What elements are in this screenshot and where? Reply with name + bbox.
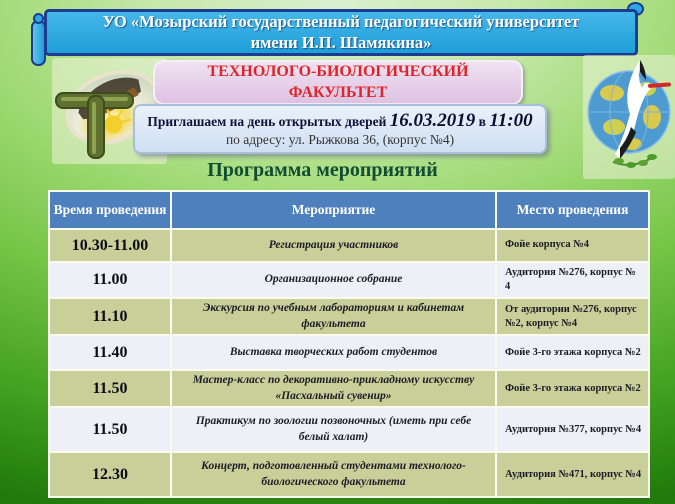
- invitation-line: [147, 110, 532, 132]
- event-cell: Практикум по зоологии позвоночных (иметь при себе белый халат): [171, 407, 496, 452]
- time-cell: 11.50: [49, 407, 171, 452]
- faculty-name-line1: ТЕХНОЛОГО-БИОЛОГИЧЕСКИЙ: [207, 62, 469, 80]
- time-cell: 11.50: [49, 370, 171, 407]
- time-cell: 11.00: [49, 262, 171, 298]
- header-time: Время проведения: [49, 191, 171, 229]
- university-banner: [44, 9, 638, 56]
- place-cell: Аудитория №377, корпус №4: [496, 407, 649, 452]
- time-cell: 11.10: [49, 298, 171, 335]
- table-row: [49, 262, 649, 298]
- time-cell: 10.30-11.00: [49, 229, 171, 262]
- event-cell: Экскурсия по учебным лабораториям и кабинетам факультета: [171, 298, 496, 335]
- event-cell: Мастер-класс по декоративно-прикладному искусству «Пасхальный сувенир»: [171, 370, 496, 407]
- table-row: [49, 452, 649, 497]
- event-cell: Организационное собрание: [171, 262, 496, 298]
- open-day-time: 11:00: [489, 110, 533, 131]
- table-row: [49, 370, 649, 407]
- place-cell: Фойе 3-го этажа корпуса №2: [496, 335, 649, 370]
- invitation-card: [133, 104, 547, 154]
- table-row: [49, 335, 649, 370]
- invitation-connector: в: [478, 114, 486, 129]
- scroll-roll-cap-icon: [33, 13, 44, 24]
- header-place: Место проведения: [496, 191, 649, 229]
- faculty-title-box: [153, 60, 523, 105]
- table-row: [49, 298, 649, 335]
- place-cell: Фойе корпуса №4: [496, 229, 649, 262]
- event-cell: Регистрация участников: [171, 229, 496, 262]
- table-header-row: [49, 191, 649, 229]
- university-name-line1: УО «Мозырский государственный педагогический университет: [102, 12, 580, 32]
- table-row: [49, 407, 649, 452]
- invitation-prefix: Приглашаем на день открытых дверей: [147, 114, 387, 129]
- event-cell: Выставка творческих работ студентов: [171, 335, 496, 370]
- header-event: Мероприятие: [171, 191, 496, 229]
- place-cell: Аудитория №276, корпус № 4: [496, 262, 649, 298]
- event-cell: Концерт, подготовленный студентами технолого-биологического факультета: [171, 452, 496, 497]
- program-title: Программа мероприятий: [207, 159, 438, 181]
- place-cell: Фойе 3-го этажа корпуса №2: [496, 370, 649, 407]
- invitation-address: по адресу: ул. Рыжкова 36, (корпус №4): [225, 132, 455, 147]
- table-row: [49, 229, 649, 262]
- program-table: [48, 190, 650, 498]
- time-cell: 12.30: [49, 452, 171, 497]
- place-cell: Аудитория №471, корпус №4: [496, 452, 649, 497]
- university-name-line2: имени И.П. Шамякина»: [250, 32, 432, 52]
- place-cell: От аудитории №276, корпус №2, корпус №4: [496, 298, 649, 335]
- time-cell: 11.40: [49, 335, 171, 370]
- open-day-date: 16.03.2019: [389, 110, 476, 131]
- faculty-name-line2: ФАКУЛЬТЕТ: [288, 83, 388, 101]
